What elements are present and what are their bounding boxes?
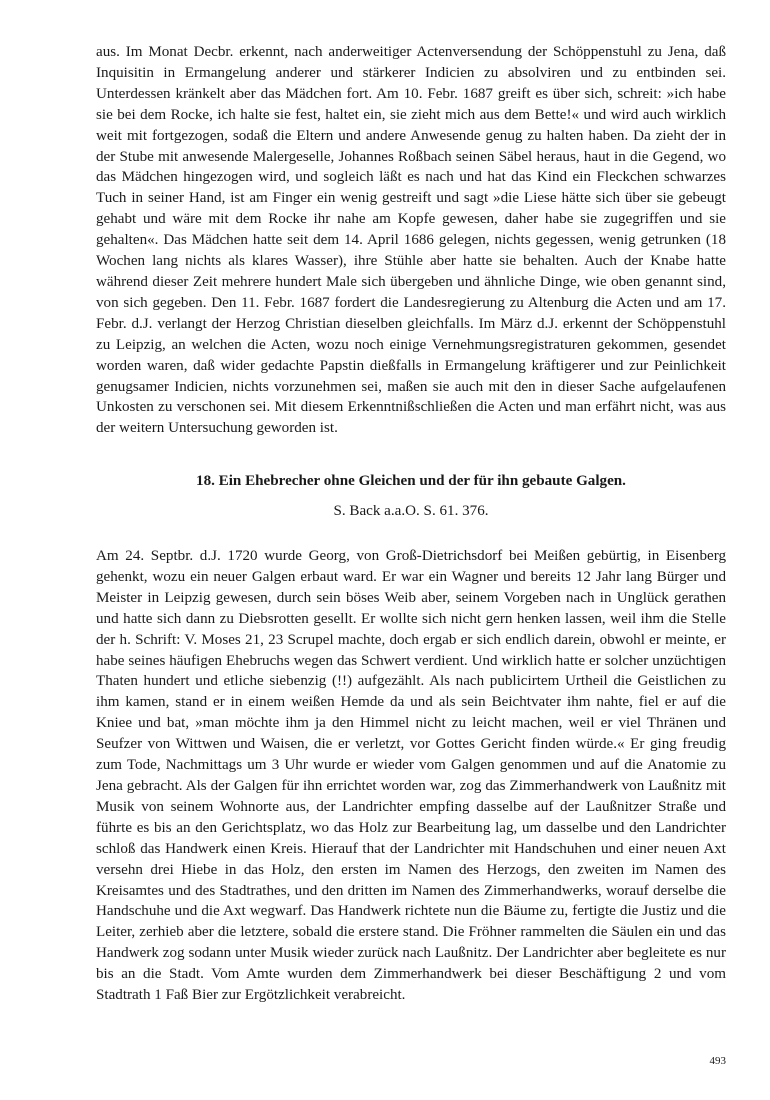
page-number: 493 (709, 1055, 726, 1067)
section-title: 18. Ein Ehebrecher ohne Gleichen und der für ihn gebaute Galgen. (196, 473, 626, 490)
page-content (96, 42, 726, 1006)
body-paragraph: aus. Im Monat Decbr. erkennt, nach anderweitiger Actenversendung der Schöppenstuhl zu Jena, daß Inquisitin in Ermangelung anderer und stärkerer Indicien zu absolviren und zu entbinden sei. Unterdessen kränkelt aber das Mädchen fort. Am 10. Febr. 1687 greift es über sich, schreit: »ich habe sie bei dem Rocke, ich halte sie fest, haltet ein, sie zieht mich aus dem Bette!« und wird auch wirklich weit mit fortgezogen, sodaß die Eltern und andere Anwesende genug zu halten haben. Da zieht der in der Stube mit anwesende Malergeselle, Johannes Roßbach seinen Säbel heraus, haut in die Gegend, wo das Mädchen hingezogen wird, und sogleich läßt es nach und hat das Kind ein Fleckchen schwarzes Tuch in seiner Hand, ist am Finger ein wenig gestreift und sagt »die Liese hätte sich über sie gebeugt gehabt und wäre mit dem Rocke ihr nahe am Kopfe gewesen, daher habe sie zugegriffen und sie gehalten«. Das Mädchen hatte seit dem 14. April 1686 gelegen, nichts gegessen, wenig getrunken (18 Wochen lang nichts als klares Wasser), ihre Stühle aber hatte sie behalten. Auch der Knabe hatte während dieser Zeit mehrere hundert Male sich übergeben und ähnliche Dinge, wie oben genannt sind, von sich gegeben. Den 11. Febr. 1687 fordert die Landesregierung zu Altenburg die Acten und am 17. Febr. d.J. verlangt der Herzog Christian dieselben gleichfalls. Im März d.J. erkennt der Schöppenstuhl zu Leipzig, an welchen die Acten, wozu noch einige Vernehmungsregistraturen gekommen, gesendet worden waren, daß wider gedachte Papstin dießfalls in Ermangelung kräftigerer und zur Peinlichkeit genugsamer Indicien, nichts vorzunehmen sei, maßen sie auch mit den in dieser Sache aufgelaufenen Unkosten zu verschonen sei. Mit diesem Erkenntnißschließen die Acten und man erfährt nicht, was aus der weitern Untersuchung geworden ist. (96, 44, 726, 437)
body-paragraph: Am 24. Septbr. d.J. 1720 wurde Georg, von Groß-Dietrichsdorf bei Meißen gebürtig, in Eisenberg gehenkt, wozu ein neuer Galgen erbaut ward. Er war ein Wagner und bereits 12 Jahr lang Bürger und Meister in Leipzig gewesen, durch sein böses Weib aber, seinem Vorgeben nach in Unglück gerathen und hatte sich dann zu Diebsrotten gesellt. Er wollte sich nicht gern henken lassen, weil ihm die Stelle der h. Schrift: V. Moses 21, 23 Scrupel machte, doch ergab er sich endlich darein, obwohl er meinte, er habe seines häufigen Ehebruchs wegen das Schwert verdient. Und wirklich hatte er solcher unzüchtigen Thaten hundert und etliche siebenzig (!!) aufgezählt. Als nach publicirtem Urtheil die Geistlichen zu ihm kamen, stand er in einem weißen Hemde da und als sein Beichtvater ihm nahte, fiel er auf die Kniee und bat, »man möchte ihm ja den Himmel nicht zu leicht machen, weil er viel Thränen und Seufzer von Wittwen und Waisen, die er verletzt, vor Gottes Gericht finden würde.« Er ging freudig zum Tode, Nachmittags um 3 Uhr wurde er wieder vom Galgen genommen und auf die Anatomie zu Jena gebracht. Als der Galgen für ihn errichtet worden war, zog das Zimmerhandwerk von Laußnitz mit Musik von seinem Wohnorte aus, der Landrichter empfing dasselbe auf der Laußnitzer Straße und führte es bis an den Gerichtsplatz, wo das Holz zur Bearbeitung lag, um dasselbe und den Landrichter schloß das Handwerk einen Kreis. Hierauf that der Landrichter mit Handschuhen und einer neuen Axt versehn drei Hiebe in das Holz, den ersten im Namen des Herzogs, den zweiten im Namen des Kreisamtes und des Stadtrathes, und den dritten im Namen des Zimmerhandwerks, worauf derselbe die Handschuhe und die Axt wegwarf. Das Handwerk richtete nun die Bäume zu, fertigte die Justiz und die Leiter, zerhieb aber die letztere, sobald die erstere stand. Die Fröhner rammelten die Säulen ein und das Handwerk zog sodann unter Musik wieder zurück nach Laußnitz. Der Landrichter aber begleitete es nur bis an die Stadt. Vom Amte wurden dem Zimmerhandwerk bei dieser Beschäftigung 2 und vom Stadtrath 1 Faß Bier zur Ergötzlichkeit verabreicht. (96, 548, 726, 1004)
section-reference: S. Back a.a.O. S. 61. 376. (333, 503, 489, 520)
